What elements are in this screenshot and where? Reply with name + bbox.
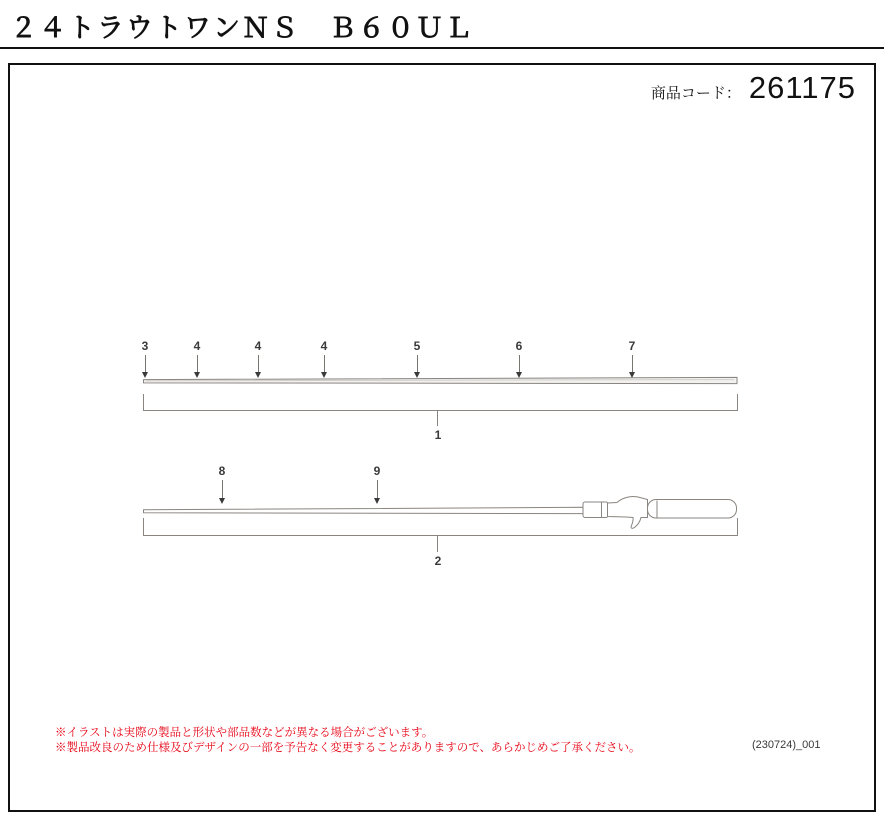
callout-line xyxy=(258,355,259,372)
arrow-down-icon xyxy=(142,372,148,378)
product-code-label: 商品コード： xyxy=(650,85,741,102)
arrow-down-icon xyxy=(321,372,327,378)
callout-arrow xyxy=(367,465,387,504)
callout-number: 4 xyxy=(254,339,262,353)
callout-number: 4 xyxy=(193,339,201,353)
callout-number: 6 xyxy=(515,339,523,353)
title-divider xyxy=(0,47,884,49)
disclaimer-line-2: ※製品改良のため仕様及びデザインの一部を予告なく変更することがありますので、あらかじめご了承ください。 xyxy=(55,742,641,754)
part-number-1: 1 xyxy=(434,428,442,442)
callout-arrow xyxy=(509,340,529,378)
callout-arrow xyxy=(135,340,155,378)
diagram-frame xyxy=(8,63,876,812)
page-title: ２４トラウトワンＮＳ Ｂ６０ＵＬ xyxy=(10,13,474,43)
callout-line xyxy=(632,355,633,372)
callout-number: 4 xyxy=(320,339,328,353)
callout-number: 3 xyxy=(141,339,149,353)
callouts-rod2 xyxy=(0,465,884,507)
callout-line xyxy=(324,355,325,372)
callout-line xyxy=(222,480,223,498)
arrow-down-icon xyxy=(414,372,420,378)
arrow-down-icon xyxy=(194,372,200,378)
arrow-down-icon xyxy=(374,498,380,504)
callout-line xyxy=(377,480,378,498)
callout-arrow xyxy=(314,340,334,378)
arrow-down-icon xyxy=(219,498,225,504)
product-code-value: 261175 xyxy=(748,70,856,105)
callout-line xyxy=(145,355,146,372)
revision-code: (230724)_001 xyxy=(752,739,821,751)
arrow-down-icon xyxy=(629,372,635,378)
callout-line xyxy=(197,355,198,372)
callout-number: 5 xyxy=(413,339,421,353)
bracket-stem-1 xyxy=(437,411,438,426)
dimension-bracket-2 xyxy=(143,518,738,536)
callout-arrow xyxy=(248,340,268,378)
callouts-rod1 xyxy=(0,340,884,382)
disclaimer-line-1: ※イラストは実際の製品と形状や部品数などが異なる場合がございます。 xyxy=(55,727,434,739)
callout-line xyxy=(519,355,520,372)
part-number-2: 2 xyxy=(434,554,442,568)
callout-arrow xyxy=(212,465,232,504)
callout-number: 7 xyxy=(628,339,636,353)
dimension-bracket-1 xyxy=(143,394,738,411)
arrow-down-icon xyxy=(516,372,522,378)
callout-arrow xyxy=(407,340,427,378)
callout-arrow xyxy=(622,340,642,378)
arrow-down-icon xyxy=(255,372,261,378)
product-code xyxy=(651,70,856,106)
callout-line xyxy=(417,355,418,372)
callout-arrow xyxy=(187,340,207,378)
bracket-stem-2 xyxy=(437,536,438,552)
callout-number: 8 xyxy=(218,464,226,478)
callout-number: 9 xyxy=(373,464,381,478)
